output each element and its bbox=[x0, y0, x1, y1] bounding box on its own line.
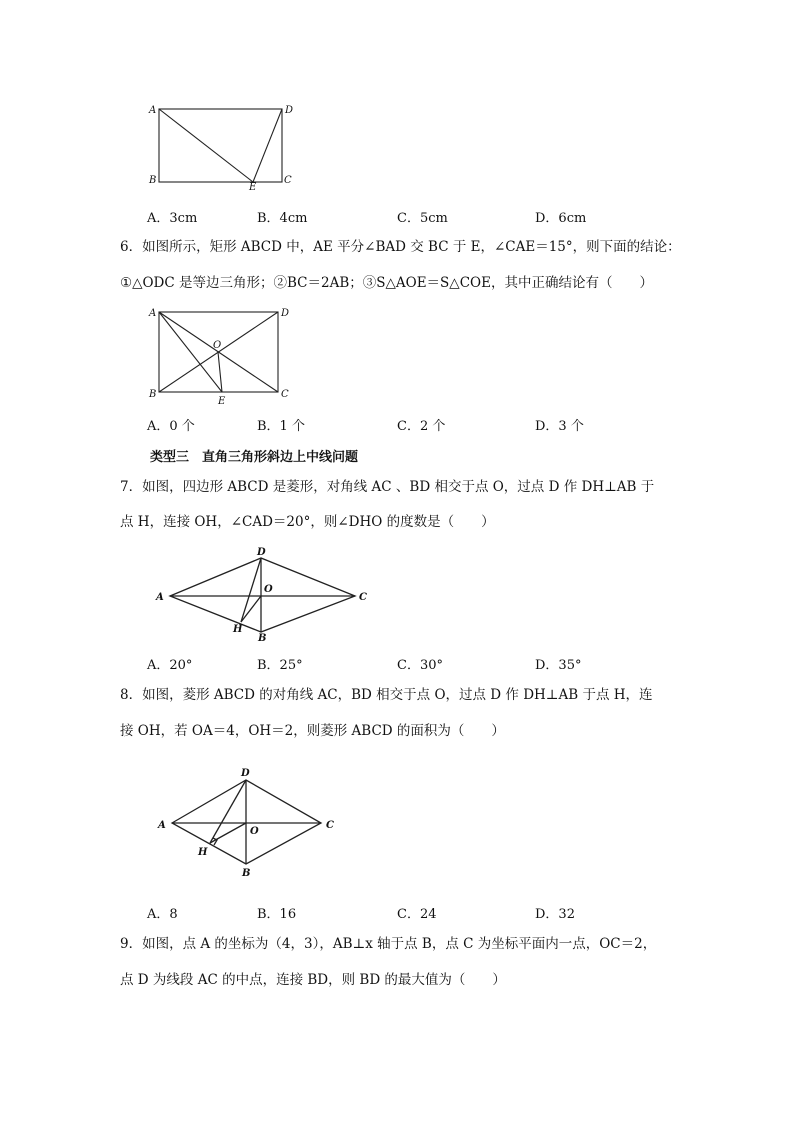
q6-question-line1: 6．如图所示，矩形 ABCD 中，AE 平分∠BAD 交 BC 于 E，∠CAE＝15°，则下面的结论： bbox=[120, 239, 681, 255]
section-heading-type3: 类型三 直角三角形斜边上中线问题 bbox=[150, 450, 359, 465]
q7-question-line2: 点 H，连接 OH，∠CAD＝20°，则∠DHO 的度数是（ ） bbox=[120, 514, 495, 530]
q6-option-b: B．1 个 bbox=[257, 419, 305, 434]
q8-option-a: A．8 bbox=[147, 907, 178, 922]
q7-label-D: D bbox=[257, 547, 266, 558]
q6-label-O: O bbox=[213, 340, 222, 351]
q7-option-d: D．35° bbox=[535, 658, 582, 673]
q5-label-C: C bbox=[284, 175, 292, 186]
q7-label-H: H bbox=[233, 624, 243, 635]
q5-option-a: A．3cm bbox=[147, 211, 198, 226]
q6-option-a: A．0 个 bbox=[147, 419, 195, 434]
q8-question-line2: 接 OH，若 OA＝4，OH＝2，则菱形 ABCD 的面积为（ ） bbox=[120, 723, 505, 739]
q7-label-O: O bbox=[264, 584, 273, 595]
q8-option-d: D．32 bbox=[535, 907, 575, 922]
q5-option-b: B．4cm bbox=[257, 211, 308, 226]
q7-label-A: A bbox=[156, 592, 164, 603]
q8-label-A: A bbox=[158, 820, 166, 831]
q8-option-b: B．16 bbox=[257, 907, 297, 922]
q8-label-C: C bbox=[326, 820, 334, 831]
q8-question-line1: 8．如图，菱形 ABCD 的对角线 AC，BD 相交于点 O，过点 D 作 DH⊥AB 于点 H，连 bbox=[120, 687, 653, 703]
q7-question-line1: 7．如图，四边形 ABCD 是菱形，对角线 AC 、BD 相交于点 O，过点 D 作 DH⊥AB 于 bbox=[120, 479, 655, 495]
q7-option-a: A．20° bbox=[147, 658, 193, 673]
q6-option-c: C．2 个 bbox=[397, 419, 446, 434]
q5-option-c: C．5cm bbox=[397, 211, 448, 226]
q8-label-O: O bbox=[250, 826, 259, 837]
q7-option-c: C．30° bbox=[397, 658, 443, 673]
q7-option-b: B．25° bbox=[257, 658, 303, 673]
q5-label-B: B bbox=[149, 175, 157, 186]
q9-question-line2: 点 D 为线段 AC 的中点，连接 BD，则 BD 的最大值为（ ） bbox=[120, 972, 506, 988]
q7-label-B: B bbox=[258, 633, 267, 644]
q7-label-C: C bbox=[359, 592, 367, 603]
q8-label-B: B bbox=[242, 868, 251, 879]
q6-label-B: B bbox=[149, 389, 157, 400]
q6-label-E: E bbox=[218, 396, 226, 407]
q6-label-A: A bbox=[149, 308, 157, 319]
q8-label-H: H bbox=[198, 847, 208, 858]
q8-label-D: D bbox=[241, 768, 250, 779]
q5-option-d: D．6cm bbox=[535, 211, 587, 226]
q5-label-A: A bbox=[149, 105, 157, 116]
q5-label-D: D bbox=[285, 105, 294, 116]
q8-option-c: C．24 bbox=[397, 907, 437, 922]
q6-label-D: D bbox=[281, 308, 290, 319]
q6-label-C: C bbox=[281, 389, 289, 400]
q6-option-d: D．3 个 bbox=[535, 419, 584, 434]
q5-label-E: E bbox=[249, 182, 257, 193]
q6-question-line2: ①△ODC 是等边三角形；②BC＝2AB；③S△AOE＝S△COE，其中正确结论有（ ） bbox=[120, 275, 653, 291]
q9-question-line1: 9．如图，点 A 的坐标为（4，3），AB⊥x 轴于点 B，点 C 为坐标平面内一点，OC＝2， bbox=[120, 936, 657, 952]
